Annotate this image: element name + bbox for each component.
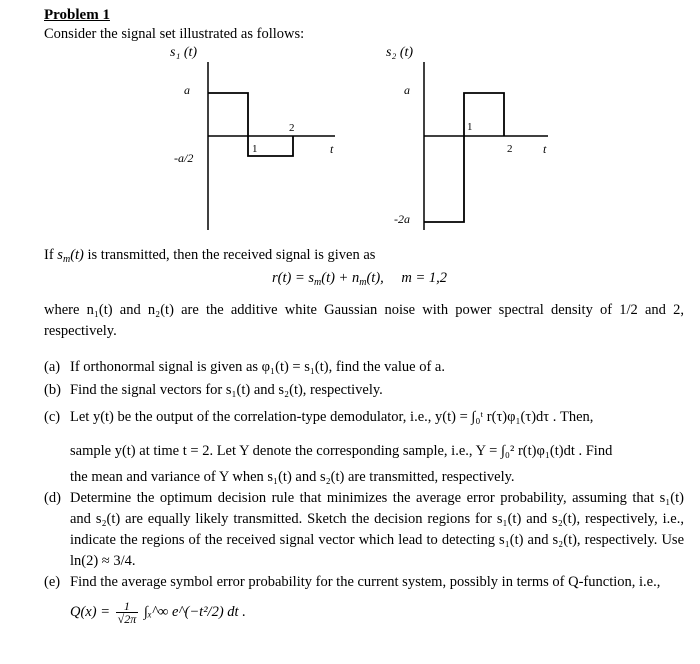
plot1-waveform: [208, 93, 293, 156]
q-function-formula: Q(x) = $\frac{1}{√2\pi}$ ∫ₓ^∞ e^(−t²/2) dt .: [70, 599, 246, 626]
plot-s1: [160, 40, 370, 240]
plot2-waveform: [424, 93, 504, 222]
intro-text: Consider the signal set illustrated as follows:: [44, 26, 305, 42]
plot1-ylabel: s₁ (t): [170, 45, 198, 60]
item-c: (c) Let y(t) be the output of the correlation-type demodulator, i.e., y(t) = ∫₀ᵗ r(τ)φ₁(τ)dτ . Then, sample y(t) at time t = 2. Let Y denote the corresponding sample, i.e., Y = ∫₀² r(t)φ₁(t)dt . Find the mean and variance of Y when s₁(t) and s₂(t) are transmitted, respectively.: [44, 409, 613, 485]
received-sentence: If $s_m(t)$ is transmitted, then the received signal is given as: [44, 247, 376, 265]
item-d: (d) Determine the optimum decision rule that minimizes the average error probability, assuming that s₁(t) and s₂(t) are equally likely transmitted. Sketch the decision regions for s₁(t) and s₂(t), respectively, i.e., indicate the regions of the received signal vector which lead to detecting s₁(t) and s₂(t), respectively. Use ln(2) ≈ 3/4.: [44, 490, 684, 569]
plot2-tick2: 2: [507, 143, 513, 155]
plot2-ylabel: s₂ (t): [386, 45, 414, 60]
plot2-tick1: 1: [467, 121, 473, 133]
plot1-a-label: a: [184, 83, 190, 97]
received-equation: $r(t) = s_m(t) + n_m(t)$, m = 1,2: [272, 270, 448, 288]
plot2-t-label: t: [543, 142, 547, 156]
plot1-tick1: 1: [252, 143, 258, 155]
problem-title: Problem 1: [44, 7, 110, 23]
item-e: (e) Find the average symbol error probability for the current system, possibly in terms of Q-function, i.e.,: [44, 574, 661, 590]
plot2-a-label: a: [404, 83, 410, 97]
plot1-t-label: t: [330, 142, 334, 156]
plot1-neg-label: -a/2: [174, 151, 194, 165]
plot1-tick2: 2: [289, 122, 295, 134]
plot2-neg-label: -2a: [394, 212, 410, 226]
plot-s2: [380, 40, 580, 240]
noise-description: where n₁(t) and n₂(t) are the additive white Gaussian noise with power spectral density of 1/2 and 2, respectively.: [44, 302, 684, 339]
